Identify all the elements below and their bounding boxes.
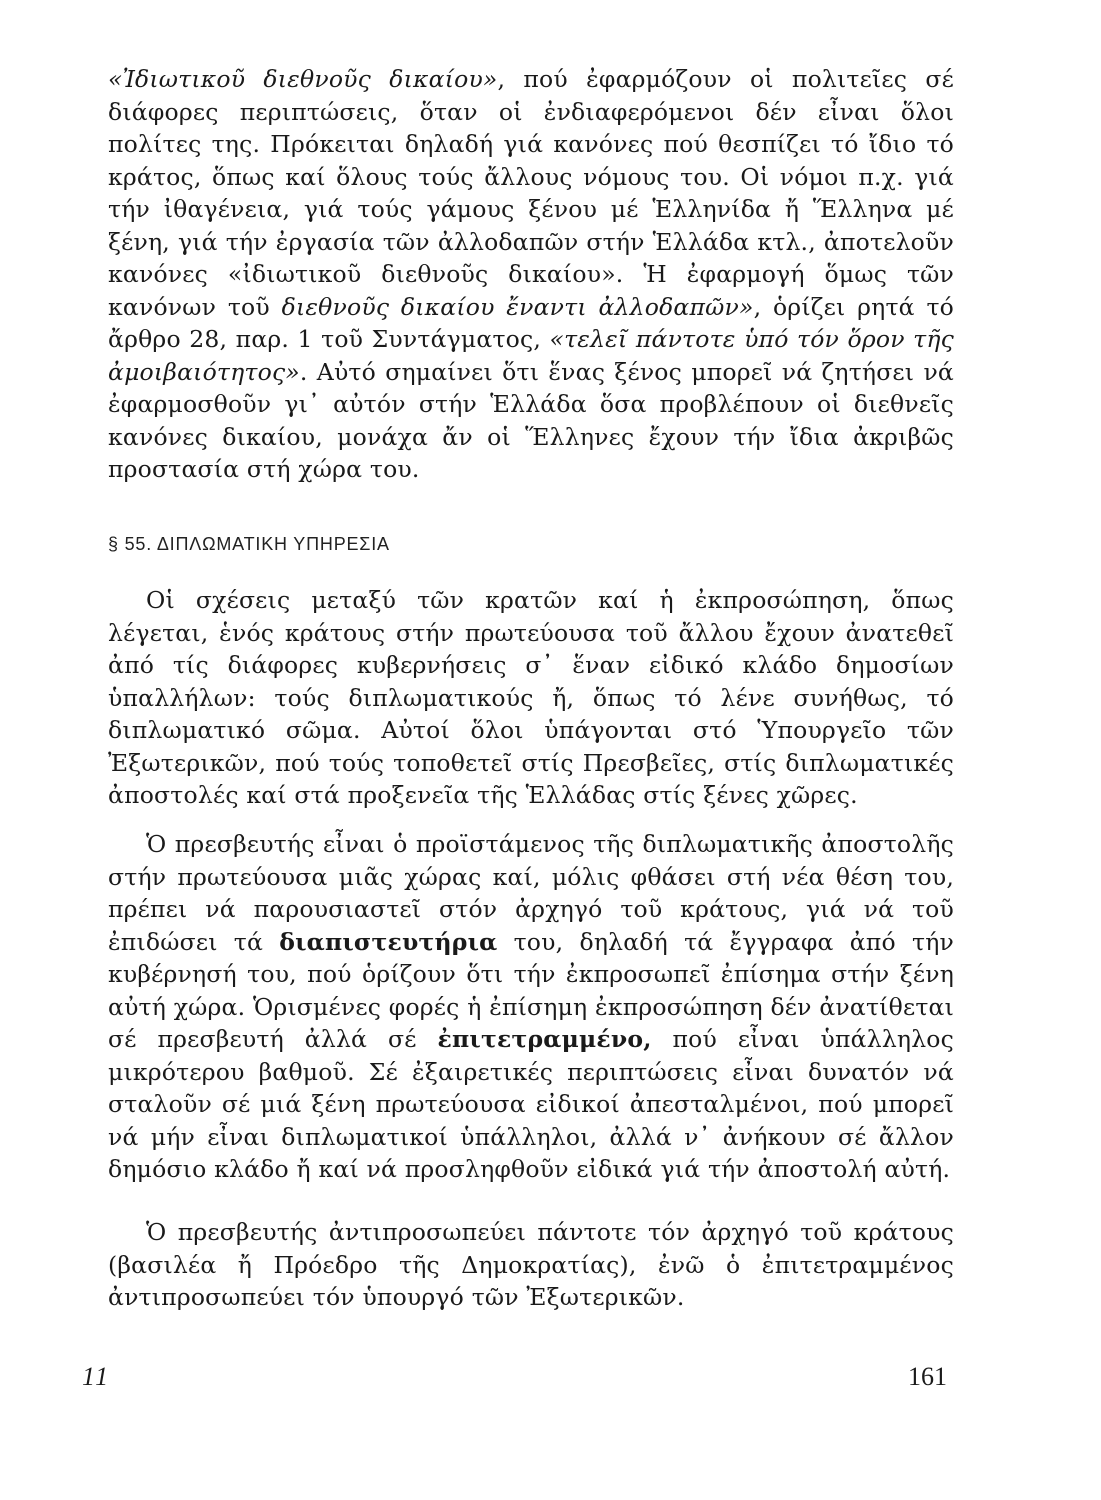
paragraph-text: Ὁ πρεσβευτής εἶναι ὁ προϊστάμενος τῆς διπλωματικῆς ἀποστολῆς στήν πρωτεύουσα μιᾶς χώρας καί, μόλις φθάσει στή νέα θέση του, πρέπει νά παρουσιαστεῖ στόν ἀρχηγό τοῦ κράτους, γιά νά τοῦ ἐπιδώσει τά [108,830,954,956]
paragraph-private-international-law [108,63,954,486]
paragraph-text: Ὁ πρεσβευτής ἀντιπροσωπεύει πάντοτε τόν ἀρχηγό τοῦ κράτους (βασιλέα ἤ Πρόεδρο τῆς Δημοκρατίας), ἐνῶ ὁ ἐπιτετραμμένος ἀντιπροσωπεύει τόν ὑπουργό τῶν Ἐξωτερικῶν. [108,1218,954,1311]
signature-mark: 11 [82,1362,111,1391]
paragraph-representation [108,1216,954,1314]
section-heading: § 55. ΔΙΠΛΩΜΑΤΙΚΗ ΥΠΗΡΕΣΙΑ [108,534,390,554]
paragraph-ambassador [108,828,954,1186]
paragraph-text: . Αὐτό σημαίνει ὅτι ἕνας ξένος μπορεῖ νά ζητήσει νά ἐφαρμοσθοῦν γι᾿ αὐτόν στήν Ἑλλάδα ὅσα προβλέπουν οἱ διεθνεῖς κανόνες δικαίου, μονάχα ἄν οἱ Ἕλληνες ἔχουν τήν ἴδια ἀκριβῶς προστασία στή χώρα του. [108,357,954,483]
paragraph-text: του, δηλαδή τά ἔγγραφα ἀπό τήν κυβέρνησή του, πού ὁρίζουν ὅτι τήν ἐκπροσωπεῖ ἐπίσημα στήν ξένη αὐτή χώρα. Ὁρισμένες φορές ἡ ἐπίσημη ἐκπροσώπηση δέν ἀνατίθεται σέ πρεσβευτή ἀλλά σέ [108,927,954,1053]
italic-term: διεθνοῦς δικαίου ἔναντι ἀλλοδαπῶν» [281,292,754,321]
paragraph-text: , πού ἐφαρμόζουν οἱ πολιτεῖες σέ διάφορες περιπτώσεις, ὅταν οἱ ἐνδιαφερόμενοι δέν εἶναι ὅλοι πολίτες της. Πρόκειται δηλαδή γιά κανόνες πού θεσπίζει τό ἴδιο τό κράτος, ὅπως καί ὅλους τούς ἄλλους νόμους του. Οἱ νόμοι π.χ. γιά τήν ἰθαγένεια, γιά τούς γάμους ξένου μέ Ἑλληνίδα ἤ Ἕλληνα μέ ξένη, γιά τήν ἐργασία τῶν ἀλλοδαπῶν στήν Ἑλλάδα κτλ., ἀποτελοῦν κανόνες «ἰδιωτικοῦ διεθνοῦς δικαίου». Ἡ ἐφαρμογή ὅμως τῶν κανόνων τοῦ [108,65,954,321]
paragraph-text: Οἱ σχέσεις μεταξύ τῶν κρατῶν καί ἡ ἐκπροσώπηση, ὅπως λέγεται, ἑνός κράτους στήν πρωτεύουσα τοῦ ἄλλου ἔχουν ἀνατεθεῖ ἀπό τίς διάφορες κυβερνήσεις σ᾿ ἕναν εἰδικό κλάδο δημοσίων ὑπαλλήλων: τούς διπλωματικούς ἤ, ὅπως τό λένε συνήθως, τό διπλωματικό σῶμα. Αὐτοί ὅλοι ὑπάγονται στό Ὑπουργεῖο τῶν Ἐξωτερικῶν, πού τούς τοποθετεῖ στίς Πρεσβεῖες, στίς διπλωματικές ἀποστολές καί στά προξενεῖα τῆς Ἑλλάδας στίς ξένες χῶρες. [108,586,954,809]
italic-quote: «τελεῖ πάντοτε ὑπό τόν ὅρον τῆς ἀμοιβαιότητος» [108,325,954,386]
bold-term-credentials: διαπιστευτήρια [279,927,498,956]
page-number: 161 [908,1362,947,1391]
paragraph-text: πού εἶναι ὑπάλληλος μικρότερου βαθμοῦ. Σέ ἐξαιρετικές περιπτώσεις εἶναι δυνατόν νά σταλοῦν σέ μιά ξένη πρωτεύουσα εἰδικοί ἀπεσταλμένοι, πού μπορεῖ νά μήν εἶναι διπλωματικοί ὑπάλληλοι, ἀλλά ν᾿ ἀνήκουν σέ ἄλλον δημόσιο κλάδο ἤ καί νά προσληφθοῦν εἰδικά γιά τήν ἀποστολή αὐτή. [108,1025,954,1183]
paragraph-diplomatic-corps [108,584,954,812]
paragraph-text: , ὁρίζει ρητά τό ἄρθρο 28, παρ. 1 τοῦ Συντάγματος, [108,292,954,353]
italic-term: «Ἰδιωτικοῦ διεθνοῦς δικαίου» [108,65,498,93]
bold-term-charge-d-affaires: ἐπιτετραμμένο, [437,1025,652,1053]
